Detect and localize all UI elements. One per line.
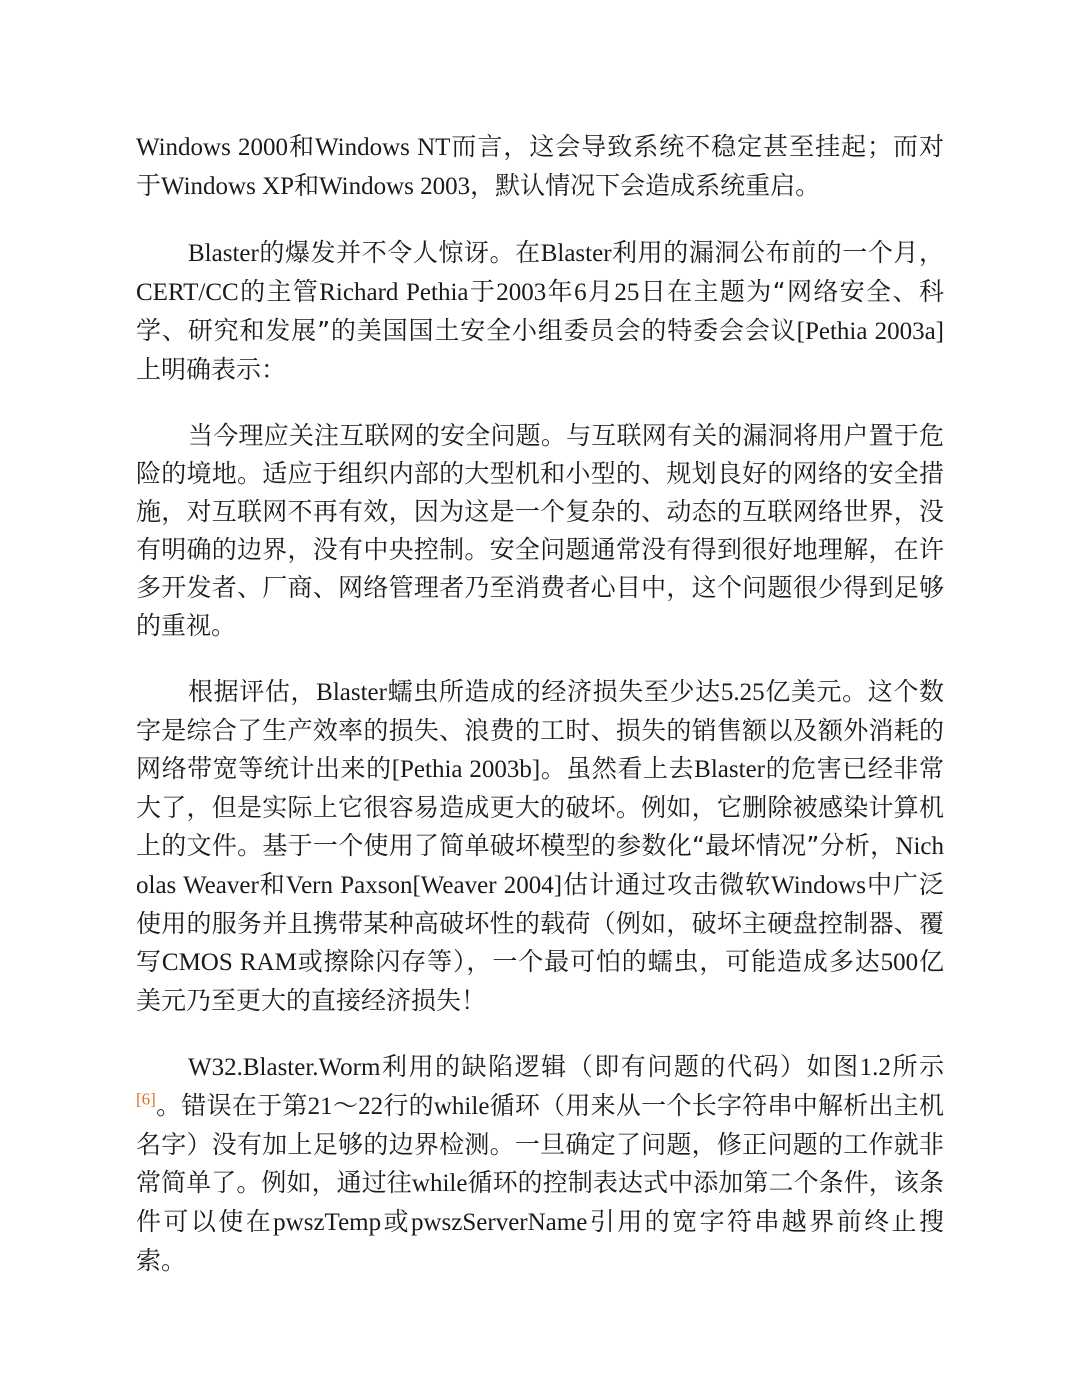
text-segment: 月 <box>586 277 615 306</box>
text-segment: 上明确表示： <box>136 355 287 384</box>
text-segment: Richard Pethia <box>319 279 469 306</box>
text-segment: 和 <box>294 171 320 200</box>
text-segment: 而言，这会导致系统不稳定甚至挂起；而对于 <box>136 132 944 200</box>
text-segment: [Pethia 2003b] <box>391 756 541 783</box>
text-segment: 的危害已经非常大了，但是实际上它很容易造成更大的破坏。例如，它删除被感染计算机上的文件。基于一个使用了简单破坏模型的参数化“最坏情况”分析， <box>136 754 944 860</box>
text-segment: 亿美元乃至更大的直接经济损失！ <box>136 947 944 1015</box>
text-segment: 引用的宽字符串越界前终止搜索。 <box>136 1207 944 1275</box>
text-segment: Windows 2000 <box>136 134 289 161</box>
text-segment: Blaster <box>188 240 259 267</box>
text-segment: 或 <box>381 1207 411 1236</box>
text-segment: 估计通过攻击微软 <box>562 870 772 899</box>
text-segment: Blaster <box>694 756 765 783</box>
citation-reference[interactable]: [6] <box>136 1089 156 1109</box>
text-segment: 或擦除闪存等），一个最可怕的蠕虫，可能造成多达 <box>296 947 881 976</box>
text-segment: ，默认情况下会造成系统重启。 <box>470 171 821 200</box>
text-segment: 亿美元。这个数字是综合了生产效率的损失、浪费的工时、损失的销售额以及额外消耗的网络带宽等统计出来的 <box>136 677 944 783</box>
text-segment: pwszTemp <box>273 1209 382 1236</box>
text-segment: 6 <box>574 279 587 306</box>
text-segment: 21 <box>307 1093 333 1120</box>
text-segment: 于 <box>468 277 497 306</box>
text-segment: Vern Paxson[Weaver 2004] <box>285 872 563 899</box>
text-segment: 5.25 <box>720 679 765 706</box>
text-segment: 中广泛使用的服务并且携带某种高破坏性的载荷（例如，破坏主硬盘控制器、覆写 <box>136 870 944 976</box>
text-segment: 的爆发并不令人惊讶。在 <box>258 238 541 267</box>
text-segment: ～ <box>332 1091 359 1120</box>
paragraph-2 <box>136 234 944 389</box>
paragraph-3-quote <box>136 417 944 645</box>
text-segment: 2003 <box>496 279 547 306</box>
text-segment: [Pethia 2003a] <box>796 318 944 345</box>
text-segment: 1.2 <box>859 1054 891 1081</box>
text-segment: 。虽然看上去 <box>540 754 695 783</box>
text-segment: 当今理应关注互联网的安全问题。与互联网有关的漏洞将用户置于危险的境地。适应于组织内部的大型机和小型的、规划良好的网络的安全措施，对互联网不再有效，因为这是一个复杂的、动态的互联网络世界，没有明确的边界，没有中央控制。安全问题通常没有得到很好地理解，在许多开发者、厂商、网络管理者乃至消费者心目中，这个问题很少得到足够的重视。 <box>136 421 944 640</box>
text-segment: 年 <box>546 277 575 306</box>
text-segment: while <box>411 1170 468 1197</box>
text-segment: Windows <box>771 872 866 899</box>
text-segment: pwszServerName <box>411 1209 588 1236</box>
text-segment: W32.Blaster.Worm <box>188 1054 381 1081</box>
text-segment: 日在主题为“网络安全、科学、研究和发展”的美国国土安全小组委员会的特委会会议 <box>136 277 944 345</box>
text-segment: 25 <box>614 279 640 306</box>
paragraph-5 <box>136 1048 944 1280</box>
document-page <box>136 128 944 1308</box>
paragraph-1 <box>136 128 944 206</box>
text-segment: Blaster <box>540 240 612 267</box>
text-segment: 。错误在于第 <box>155 1091 308 1120</box>
text-segment: CMOS RAM <box>161 949 297 976</box>
text-segment: 22 <box>358 1093 384 1120</box>
text-segment: while <box>433 1093 490 1120</box>
text-segment: 根据评估， <box>188 677 317 706</box>
text-segment: 循环（用来从一个长字符串中解析出主机名字）没有加上足够的边界检测。一旦确定了问题，修正问题的工作就非常简单了。例如，通过往 <box>136 1091 944 1197</box>
paragraph-4 <box>136 673 944 1020</box>
text-segment: CERT/CC <box>136 279 239 306</box>
text-segment: 所示 <box>890 1052 944 1081</box>
text-segment: 利用的漏洞公布前的一个月， <box>611 238 944 267</box>
text-segment: 蠕虫所造成的经济损失至少达 <box>386 677 721 706</box>
text-segment: 循环的控制表达式中添加第二个条件，该条件可以使在 <box>136 1168 944 1236</box>
text-segment: Windows NT <box>315 134 451 161</box>
text-segment: Blaster <box>316 679 387 706</box>
text-segment: Nicholas Weaver <box>136 833 944 899</box>
text-segment: 和 <box>258 870 286 899</box>
text-segment: 500 <box>880 949 919 976</box>
text-segment: Windows XP <box>161 173 295 200</box>
text-segment: 利用的缺陷逻辑（即有问题的代码）如图 <box>380 1052 860 1081</box>
text-segment: 行的 <box>383 1091 434 1120</box>
text-segment: Windows 2003 <box>319 173 471 200</box>
text-segment: 的主管 <box>238 277 320 306</box>
text-segment: 和 <box>288 132 316 161</box>
